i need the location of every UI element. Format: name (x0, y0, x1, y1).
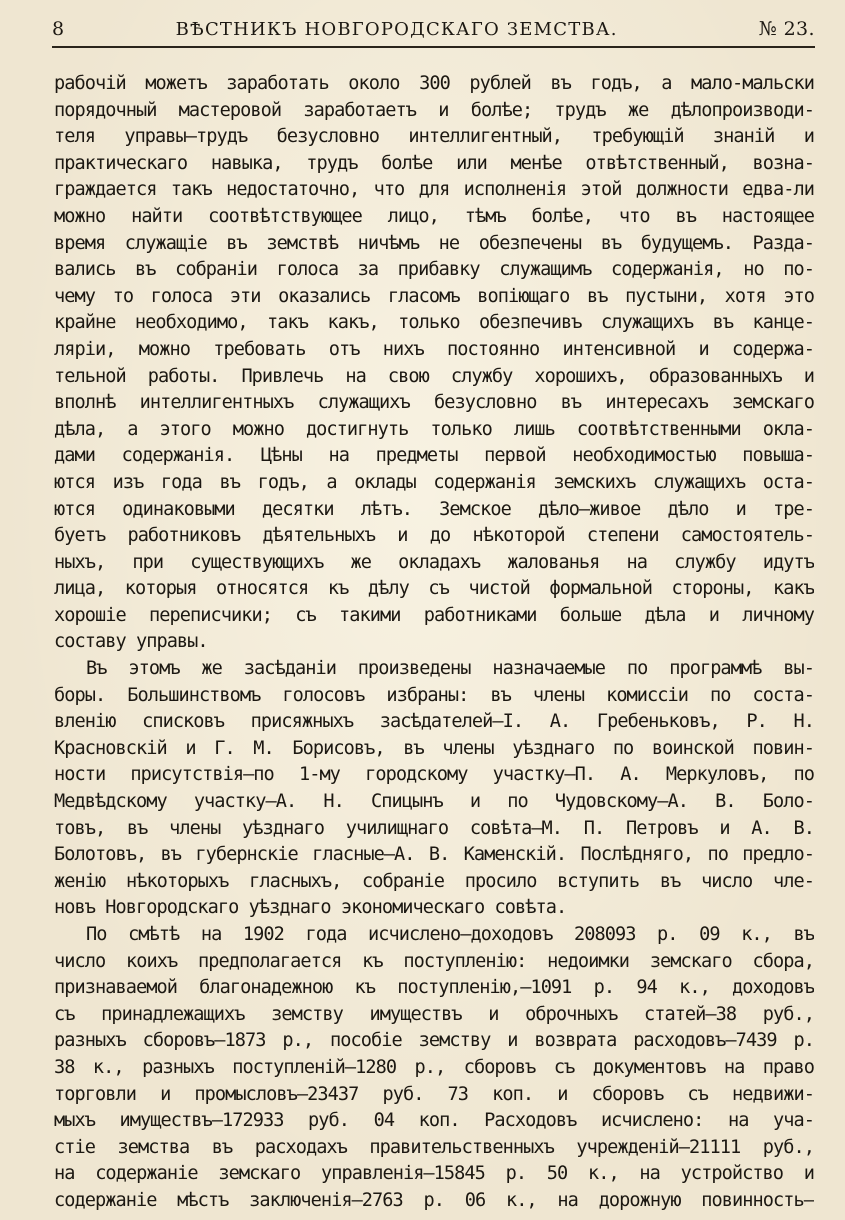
journal-title: ВѢСТНИКЪ НОВГОРОДСКАГО ЗЕМСТВА. (175, 19, 618, 40)
text-line: можно найти соотвѣтствующее лицо, тѣмъ болѣе, что въ настоящее (54, 205, 814, 227)
issue-number: № 23. (758, 18, 815, 40)
text-line: вполнѣ интеллигентныхъ служащихъ безусловно въ интересахъ земскаго (54, 392, 814, 414)
text-line: рабочій можетъ заработать около 300 рублей въ годъ, а мало-мальски (54, 73, 814, 94)
text-line: разныхъ сборовъ—1873 р., пособіе земству и возврата расходовъ—7439 р. (54, 1030, 814, 1052)
text-line: вались въ собраніи голоса за прибавку служащимъ содержанія, но по- (54, 259, 814, 281)
text-line: признаваемой благонадежною къ поступленію,—1091 р. 94 к., доходовъ (54, 977, 814, 999)
text-line: теля управы—трудъ безусловно интеллигентный, требующій знаній и (54, 126, 814, 148)
text-line: крайне необходимо, такъ какъ, только обезпечивъ служащихъ въ канце- (54, 312, 814, 334)
text-line: Болотовъ, въ губернскіе гласные—А. В. Каменскій. Послѣдняго, по предло- (54, 844, 814, 866)
text-line: мыхъ имуществъ—172933 руб. 04 коп. Расходовъ исчислено: на уча- (54, 1110, 814, 1132)
text-line: тельной работы. Привлечь на свою службу хорошихъ, образованныхъ и (54, 365, 814, 387)
text-line: новъ Новгородскаго уѣзднаго экономическаго совѣта. (54, 897, 567, 919)
text-line: стіе земства въ расходахъ правительственныхъ учрежденій—21111 руб., (54, 1136, 814, 1158)
text-line: женію нѣкоторыхъ гласныхъ, собраніе просило вступить въ число чле- (54, 870, 814, 892)
text-line: съ принадлежащихъ земству имуществъ и оброчныхъ статей—38 руб., (54, 1003, 814, 1025)
text-line: лица, которыя относятся къ дѣлу съ чистой формальной стороны, какъ (54, 578, 814, 600)
text-line: дами содержанія. Цѣны на предметы первой необходимостью повыша- (54, 445, 814, 467)
text-line: практическаго навыка, трудъ болѣе или менѣе отвѣтственный, возна- (54, 152, 814, 174)
text-line: 38 к., разныхъ поступленій—1280 р., сборовъ съ документовъ на право (54, 1056, 814, 1078)
text-line: По смѣтѣ на 1902 года исчислено—доходовъ 208093 р. 09 к., въ (86, 924, 814, 945)
text-line: Медвѣдскому участку—А. Н. Спицынъ и по Чудовскому—А. В. Боло- (54, 791, 814, 813)
text-line: составу управы. (54, 631, 208, 653)
header-rule (52, 46, 815, 48)
running-head (52, 18, 815, 48)
text-line: на содержаніе земскаго управленія—15845 р. 50 к., на устройство и (54, 1163, 814, 1185)
text-line: вленію списковъ присяжныхъ засѣдателей—I. А. Гребеньковъ, Р. Н. (54, 711, 814, 733)
text-line: чему то голоса эти оказались гласомъ вопіющаго въ пустыни, хотя это (54, 285, 814, 307)
text-line: ности присутствія—по 1-му городскому участку—П. А. Меркуловъ, по (54, 764, 814, 786)
text-line: Красновскій и Г. М. Борисовъ, въ члены уѣзднаго по воинской повин- (54, 737, 814, 759)
text-line: ныхъ, при существующихъ же окладахъ жалованья на службу идутъ (54, 551, 814, 573)
text-line: ются изъ года въ годъ, а оклады содержанія земскихъ служащихъ оста- (54, 471, 814, 493)
text-line: ляріи, можно требовать отъ нихъ постоянно интенсивной и содержа- (54, 338, 814, 360)
text-line: содержаніе мѣстъ заключенія—2763 р. 06 к., на дорожную повинность— (54, 1189, 814, 1211)
text-line: число коихъ предполагается къ поступленію: недоимки земскаго сбора, (54, 950, 814, 972)
text-line: Въ этомъ же засѣданіи произведены назначаемые по программѣ вы- (86, 658, 814, 680)
text-line: боры. Большинствомъ голосовъ избраны: въ члены комиссіи по соста- (54, 684, 814, 706)
text-line: порядочный мастеровой заработаетъ и болѣе; трудъ же дѣлопроизводи- (54, 99, 814, 121)
text-line: дѣла, а этого можно достигнуть только лишь соотвѣтственными окла- (54, 418, 814, 440)
text-line: буетъ работниковъ дѣятельныхъ и до нѣкоторой степени самостоятель- (54, 525, 814, 547)
text-line: торговли и промысловъ—23437 руб. 73 коп. и сборовъ съ недвижи- (54, 1083, 814, 1105)
text-line: граждается такъ недостаточно, что для исполненія этой должности едва-ли (54, 179, 814, 201)
text-line: хорошіе переписчики; съ такими работниками больше дѣла и личному (54, 604, 814, 626)
body-text (54, 71, 814, 1215)
page-number: 8 (52, 18, 65, 40)
text-line: товъ, въ члены уѣзднаго училищнаго совѣта—М. П. Петровъ и А. В. (54, 817, 814, 839)
text-line: ются одинаковыми десятки лѣтъ. Земское дѣло—живое дѣло и тре- (54, 498, 814, 520)
text-line: время служащіе въ земствѣ ничѣмъ не обезпечены въ будущемъ. Разда- (54, 232, 814, 254)
